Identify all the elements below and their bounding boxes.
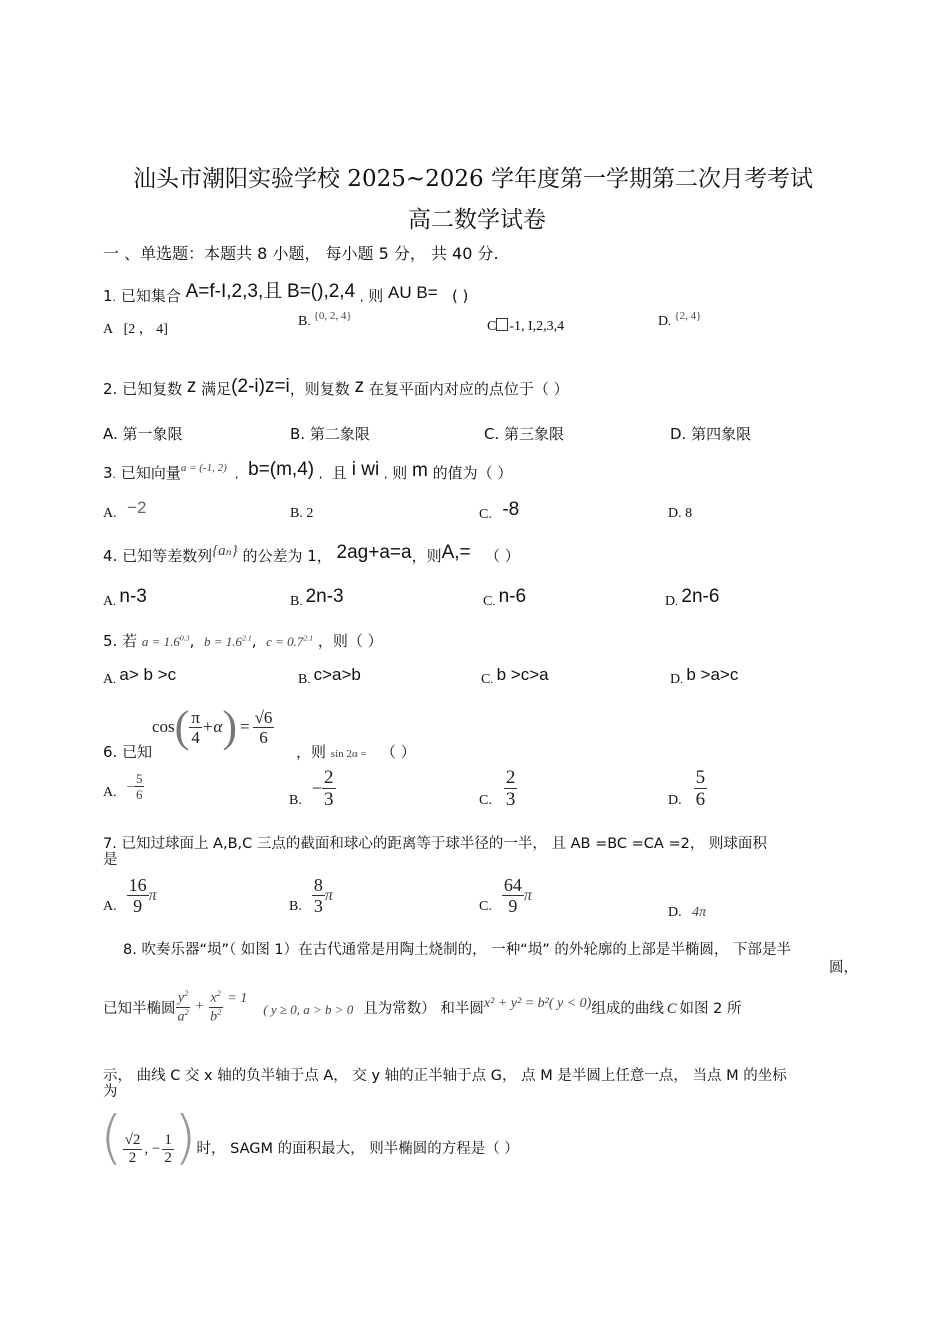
q1-option-d: D. $^{\{2, 4\}}$ <box>658 310 702 329</box>
q5-b-exp: 2.1 <box>242 633 252 643</box>
q5-a: a = 1.6 <box>141 634 180 649</box>
q7-option-c-pi: π <box>523 886 532 904</box>
q2-stem-4: 在复平面内对应的点位于（ ） <box>368 380 569 398</box>
q4-stem-2: 的公差为 1， <box>242 547 332 565</box>
q6-option-b <box>289 768 336 809</box>
question-2-stem <box>103 378 569 400</box>
q7-option-d <box>668 905 706 921</box>
q6-option-d-num: 5 <box>695 767 706 788</box>
q1-set-a: A=f-I,2,3,且 <box>185 281 283 302</box>
exam-title-line1: 汕头市潮阳实验学校 2025~2026 学年度第一学期第二次月考考试 <box>133 166 813 192</box>
q3-option-a <box>103 498 147 522</box>
question-8-line3b: 为 <box>103 1084 118 1100</box>
q1-option-c <box>487 318 564 335</box>
q5-option-d-value: b >a>c <box>686 665 739 684</box>
question-7-stem-line2: 是 <box>103 852 118 868</box>
q7-option-c-den: 9 <box>508 896 518 916</box>
q6-stem-2: ，则 <box>296 743 327 761</box>
q3-option-a-value: −2 <box>127 498 147 517</box>
q6-option-d-den: 6 <box>695 789 706 810</box>
question-4-stem <box>103 542 520 567</box>
q6-cos: cos <box>152 717 175 736</box>
q3-vector-a: a = (-1, 2) <box>180 462 227 474</box>
q7-option-b-num: 8 <box>313 875 323 895</box>
q3-stem-4: 的值为（ ） <box>432 464 513 482</box>
q8-two-2: 2 <box>164 1150 172 1166</box>
q1-option-a <box>103 318 168 338</box>
question-8-line1: 8. 吹奏乐器“埙”（ 如图 1）在古代通常是用陶土烧制的， 一种“埙” 的外轮廓的上部是半椭圆， 下部是半 <box>123 942 792 958</box>
q5-c: c = 0.7 <box>266 634 304 649</box>
q4-option-b: B. 2n-3 <box>290 586 344 609</box>
q6-six: 6 <box>259 727 268 747</box>
q1-option-a-label: A <box>103 322 114 337</box>
q8-curve-c: C <box>666 1001 677 1018</box>
q3-option-b: B. 2 <box>290 506 314 521</box>
q2-stem-1: 2. 已知复数 <box>103 380 183 398</box>
q7-option-a <box>103 876 157 915</box>
q3-option-c <box>479 499 520 524</box>
q3-option-c-label: C. <box>479 507 492 522</box>
q8-comma: , − <box>144 1141 161 1157</box>
q6-sqrt6: √6 <box>254 707 273 727</box>
q1-option-b-text: {0, 2, 4} <box>313 310 352 322</box>
q3-number: 3 <box>103 464 113 482</box>
q6-option-b-num: 2 <box>324 767 334 788</box>
q5-option-d: D. b >a>c <box>670 665 739 687</box>
q3-stem-2: 且 <box>331 464 347 482</box>
q6-option-c-label: C. <box>479 793 492 808</box>
q8-circle-condition: ( y < 0) <box>548 996 592 1012</box>
q6-option-a-label: A. <box>103 785 117 800</box>
q6-option-c <box>479 768 517 809</box>
q1-option-c-label: C <box>487 319 497 334</box>
section-heading <box>103 241 499 264</box>
q7-option-a-label: A. <box>103 899 117 914</box>
q4-option-b-label: B <box>290 594 300 609</box>
q6-stem-1: 6. 已知 <box>103 743 153 761</box>
q6-option-a-den: 6 <box>135 787 143 802</box>
q6-pi: π <box>191 707 200 727</box>
q5-stem-1: 5. 若 <box>103 632 138 650</box>
q7-option-d-value: 4π <box>692 905 707 920</box>
q5-option-b-value: c>a>b <box>313 665 361 684</box>
q5-option-a-label: A <box>103 672 114 687</box>
exam-title-line2: 高二数学试卷 <box>408 207 546 233</box>
q2-option-b: B. 第二象限 <box>290 425 370 443</box>
q4-option-b-value: 2n-3 <box>305 586 344 607</box>
question-8-line2: 已知半椭圆 $\frac{y^2}{a^2}$ + $\frac{x^2}{b^2}$ = 1 ( y ≥ 0, a > b > 0 且为常数） 和半圆 x² + y² = b² ( y < 0) 组成的曲线 C 如图 2 所 <box>103 989 742 1025</box>
q1-union: AU B= <box>388 283 438 302</box>
q8-post: 组成的曲线 <box>591 1001 664 1018</box>
question-8-line4: ( $\frac{√2}{2}$ , − $\frac{1}{2}$ ) 时， SAGM 的面积最大， 则半椭圆的方程是（ ） <box>100 1103 519 1171</box>
q8-one: 1 <box>164 1132 172 1148</box>
q8-circle: x² + y² = b² <box>483 996 549 1012</box>
q1-option-b: B. $^{\{0, 2, 4\}}$ <box>298 310 352 329</box>
q5-a-exp: 0.3 <box>179 633 190 643</box>
q2-option-d: D. 第四象限 <box>670 425 752 443</box>
q7-option-a-pi: π <box>148 886 157 904</box>
q1-then: 则 <box>368 287 384 305</box>
q6-option-c-den: 3 <box>505 789 516 810</box>
q7-option-d-label: D. <box>668 905 682 920</box>
q7-option-a-den: 9 <box>133 896 143 916</box>
question-8-line3: 示， 曲线 C 交 x 轴的负半轴于点 A， 交 y 轴的正半轴于点 G， 点 M 是半圆上任意一点， 当点 M 的坐标 <box>103 1068 787 1084</box>
q3-condition: i wi <box>351 459 380 480</box>
question-7-stem-line1: 7. 已知过球面上 A,B,C 三点的截面和球心的距离等于球半径的一半， 且 AB =BC =CA =2， 则球面积 <box>103 836 767 852</box>
question-6-stem <box>103 741 152 762</box>
question-3-stem: 3. 已知向量$^{a = (-1, 2)}$ , b=(m,4) , 且 i wi , 则 m 的值为（ ） <box>103 459 513 482</box>
q6-option-d <box>668 768 707 809</box>
q8-eq1: = 1 <box>227 991 248 1007</box>
q4-stem-1: 4. 已知等差数列 <box>103 547 213 565</box>
q3-m: m <box>412 460 428 481</box>
q7-option-b <box>289 876 333 915</box>
q8-x: x <box>210 990 217 1006</box>
q3-option-a-label: A. <box>103 506 117 521</box>
q1-option-d-label: D <box>658 314 669 329</box>
q8-y: y <box>177 990 185 1006</box>
q7-option-b-label: B. <box>289 899 302 914</box>
q7-option-c <box>479 876 532 915</box>
q1-option-d-text: {2, 4} <box>674 310 702 322</box>
q6-plus-alpha: +α <box>201 717 223 736</box>
q8-sqrt2: √2 <box>124 1132 141 1148</box>
q4-option-c-label: C <box>483 594 493 609</box>
q4-option-a-label: A <box>103 594 114 609</box>
q6-option-d-label: D. <box>668 793 682 808</box>
q4-an: A,= <box>441 542 471 563</box>
q6-option-b-den: 3 <box>324 789 334 810</box>
q1-option-b-label: B <box>298 314 308 329</box>
q6-blank: （ ） <box>380 743 416 761</box>
q7-option-c-label: C. <box>479 899 492 914</box>
q2-stem-2: 满足 <box>201 380 232 398</box>
q6-four: 4 <box>191 727 200 747</box>
q2-stem-3: ，则复数 <box>289 380 350 398</box>
q6-formula: cos ( $\frac{\pi}{4}$ +α ) = $\frac{√6}{6}$ <box>152 702 273 751</box>
q5-stem-2: ，则（ ） <box>317 632 383 650</box>
q2-option-c: C. 第三象限 <box>484 425 565 443</box>
q1-missing-glyph-icon <box>496 318 508 331</box>
q4-blank: （ ） <box>484 547 520 565</box>
q6-option-b-label: B. <box>289 793 302 808</box>
q4-option-a: A. n-3 <box>103 586 147 609</box>
q4-option-a-value: n-3 <box>119 586 147 607</box>
q4-sequence: {aₙ} <box>212 543 238 559</box>
q6-option-b-sign: − <box>311 778 322 798</box>
q7-option-c-num: 64 <box>503 875 522 895</box>
q6-equals: = <box>239 717 250 736</box>
q5-option-b: B. c>a>b <box>298 665 361 687</box>
section-heading-text: 一 、单选题：本题共 8 小题， 每小题 5 分， 共 40 分. <box>103 244 499 263</box>
q1-option-a-text: [2 ， 4] <box>123 322 168 337</box>
q5-option-c: C. b >c>a <box>481 665 549 687</box>
q4-option-d: D. 2n-6 <box>665 586 720 609</box>
q5-option-a: A. a> b >c <box>103 665 177 687</box>
q5-option-d-label: D <box>670 672 681 687</box>
q5-option-c-value: b >c>a <box>496 665 549 684</box>
q2-z1: z <box>186 376 197 397</box>
question-5-stem: 5. 若 $a = 1.6^{0.3}$, $b = 1.6^{2.1}$, $c = 0.7^{2.1}$ ，则（ ） <box>103 632 383 650</box>
q3-vector-b: b=(m,4) <box>248 459 315 480</box>
question-1-stem: 1. 已知集合 A=f-I,2,3,且 B=(),2,4 , 则 AU B= ( ) <box>103 281 469 305</box>
q8-condition: ( y ≥ 0, a > b > 0 <box>263 1002 354 1018</box>
q1-set-b: B=(),2,4 <box>287 281 356 302</box>
q1-stem-pre: 已知集合 <box>120 287 181 305</box>
q7-option-b-pi: π <box>324 886 333 904</box>
q8-pre: 已知半椭圆 <box>103 1001 176 1018</box>
q6-sin: sin 2α = <box>330 748 367 760</box>
q8-post-2: 如图 2 所 <box>679 1001 742 1018</box>
question-8-line1b: 圆， <box>829 960 858 976</box>
q5-b: b = 1.6 <box>203 634 242 649</box>
q3-stem-3: 则 <box>392 464 408 482</box>
q6-option-a-num: 5 <box>135 771 143 786</box>
q1-blank: ( ) <box>451 287 469 305</box>
q6-option-a <box>103 772 144 801</box>
q7-option-a-num: 16 <box>128 875 147 895</box>
q8-tail: 时， SAGM 的面积最大， 则半椭圆的方程是（ ） <box>196 1141 519 1157</box>
q8-b: b <box>210 1009 218 1025</box>
q6-option-c-num: 2 <box>505 767 516 788</box>
q2-option-a: A. 第一象限 <box>103 425 183 443</box>
q6-option-a-sign: − <box>126 778 134 794</box>
q3-option-d: D. 8 <box>668 506 693 521</box>
q8-two-1: 2 <box>128 1150 137 1166</box>
q4-option-d-label: D <box>665 594 676 609</box>
q3-option-c-value: -8 <box>502 499 520 520</box>
q8-condition-2: 且为常数） 和半圆 <box>363 1001 484 1018</box>
q4-stem-3: ，则 <box>411 547 442 565</box>
q1-option-c-text: -1, I,2,3,4 <box>509 319 565 334</box>
q2-z2: z <box>354 376 365 397</box>
q3-stem-1: 已知向量 <box>120 464 181 482</box>
q4-option-c: C. n-6 <box>483 586 527 609</box>
q5-option-a-value: a> b >c <box>119 665 177 684</box>
q4-option-d-value: 2n-6 <box>681 586 720 607</box>
q4-equation: 2ag+a=a <box>336 542 412 563</box>
q1-number: 1 <box>103 287 113 305</box>
q5-option-b-label: B <box>298 672 308 687</box>
q5-option-c-label: C <box>481 672 491 687</box>
q2-equation: (2-i)z=i <box>231 376 290 397</box>
q4-option-c-value: n-6 <box>498 586 527 607</box>
q7-option-b-den: 3 <box>313 896 323 916</box>
q8-a: a <box>177 1009 185 1025</box>
q5-c-exp: 2.1 <box>303 633 314 643</box>
question-6-tail <box>296 741 416 762</box>
